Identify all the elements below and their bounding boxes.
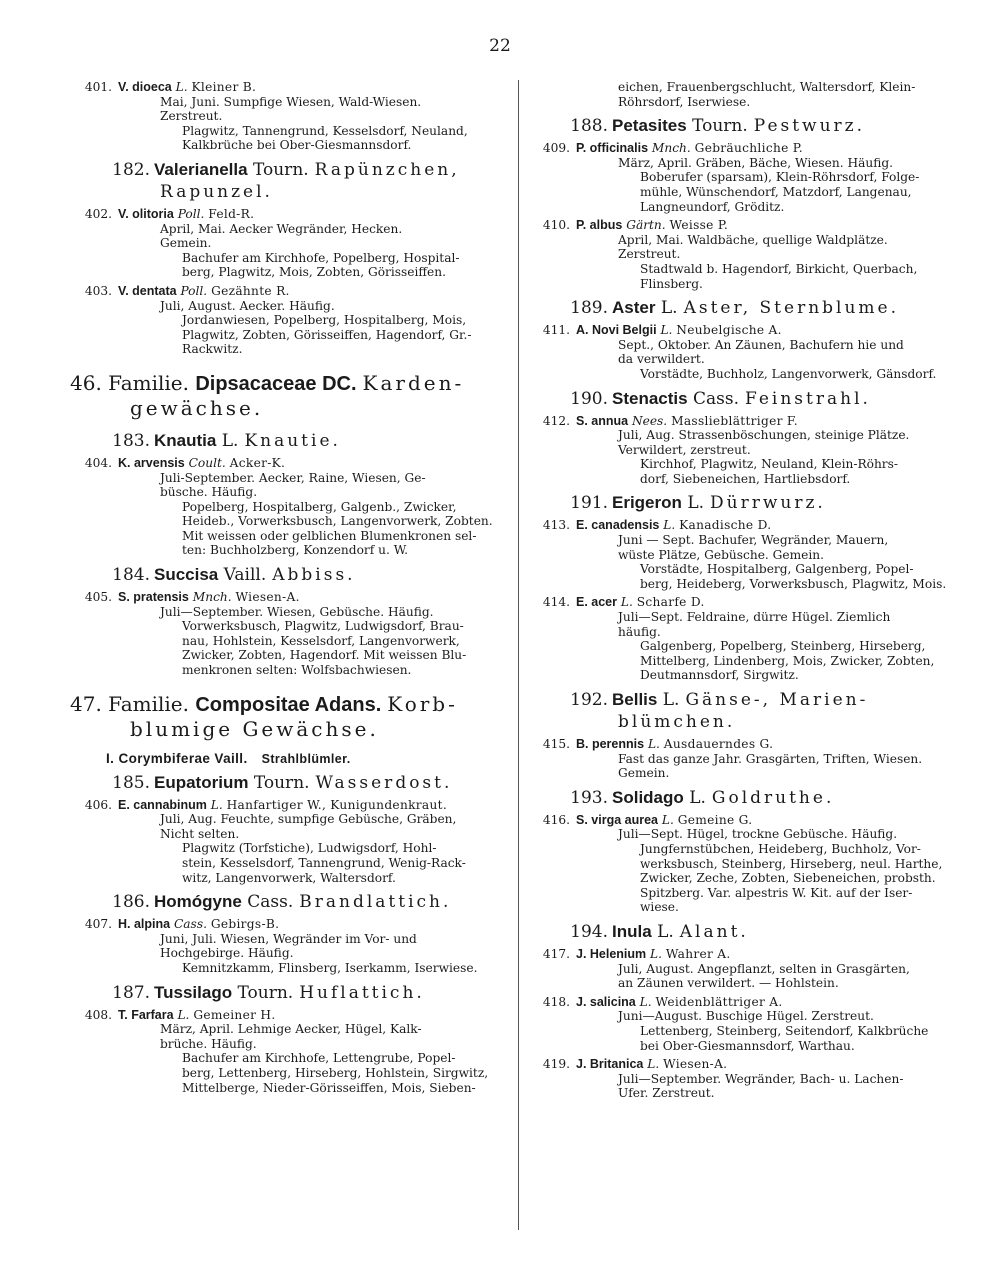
- species-entry: [70, 80, 512, 153]
- species-name: T. Farfara: [118, 1007, 174, 1022]
- genus-name: Petasites: [612, 116, 687, 136]
- genus-common-name-cont: blümchen.: [618, 712, 736, 732]
- species-authority: Mnch.: [651, 141, 691, 156]
- locality-line: Mittelberge, Nieder-Görisseiffen, Mois, Sieben-: [182, 1080, 476, 1095]
- genus-common-name: Feinstrahl.: [745, 388, 871, 409]
- genus-authority: Tourn.: [237, 982, 294, 1003]
- species-heading: [528, 813, 970, 828]
- genus-heading: [528, 787, 970, 809]
- locality-line: Boberufer (sparsam), Klein-Röhrsdorf, Folge-: [640, 170, 920, 185]
- species-heading: [528, 141, 970, 156]
- species-name: B. perennis: [576, 737, 645, 751]
- species-name: V. dioeca: [118, 80, 172, 94]
- species-heading: [528, 947, 970, 962]
- genus-heading: [70, 772, 512, 794]
- species-common-name: Wiesen-A.: [235, 590, 300, 605]
- genus-name: Aster: [612, 298, 656, 318]
- genus-name: Inula: [612, 921, 652, 941]
- species-heading: [70, 798, 512, 813]
- habitat-line: büsche. Häufig.: [160, 485, 258, 500]
- genus-heading: [70, 891, 512, 913]
- species-entry: [528, 218, 970, 291]
- species-authority: Poll.: [180, 283, 208, 298]
- species-authority: Mnch.: [192, 590, 232, 605]
- genus-number: 187.: [112, 982, 150, 1003]
- genus-common-name: Dürrwurz.: [710, 493, 826, 514]
- species-number: 402.: [84, 206, 112, 221]
- habitat-line: Juli—September. Wiesen, Gebüsche. Häufig.: [160, 604, 434, 619]
- family-common-name-cont: gewächse.: [130, 395, 264, 420]
- species-heading: [70, 917, 512, 932]
- habitat-line: Ufer. Zerstreut.: [618, 1086, 715, 1101]
- species-authority: Poll.: [177, 206, 205, 221]
- genus-heading: [70, 159, 512, 181]
- species-entry: [528, 737, 970, 781]
- habitat-line: Juli-September. Aecker, Raine, Wiesen, Ge-: [160, 470, 426, 485]
- species-number: 419.: [542, 1057, 570, 1072]
- species-entry: [70, 1008, 512, 1096]
- family-number: 46.: [70, 370, 102, 395]
- species-authority: Gärtn.: [626, 218, 666, 233]
- species-name: V. olitoria: [118, 206, 174, 221]
- locality-line: Galgenberg, Popelberg, Steinberg, Hirseberg,: [640, 639, 926, 654]
- species-name: J. Helenium: [576, 946, 647, 961]
- locality-line: Vorwerksbusch, Plagwitz, Ludwigsdorf, Brau-: [182, 619, 464, 634]
- species-number: 418.: [542, 994, 570, 1009]
- locality-line: Röhrsdorf, Iserwiese.: [618, 94, 751, 109]
- genus-number: 183.: [112, 430, 150, 451]
- genus-heading: [528, 115, 970, 137]
- subgroup-name: I. Corymbiferae Vaill.: [106, 750, 248, 766]
- family-common-name-cont: blumige Gewächse.: [130, 716, 379, 741]
- species-number: 407.: [84, 917, 112, 932]
- habitat-line: Hochgebirge. Häufig.: [160, 946, 294, 961]
- genus-common-name: Goldruthe.: [711, 787, 835, 808]
- habitat-line: Zerstreut.: [618, 247, 681, 262]
- species-heading: [70, 456, 512, 471]
- species-entry: [70, 798, 512, 886]
- locality-line: Plagwitz (Torfstiche), Ludwigsdorf, Hohl-: [182, 841, 437, 856]
- genus-name: Solidago: [612, 787, 684, 807]
- species-entry: [70, 590, 512, 678]
- habitat-line: Juni, Juli. Wiesen, Wegränder im Vor- und: [160, 931, 417, 946]
- species-common-name: Gebräuchliche P.: [694, 141, 803, 156]
- locality-line: berg, Heideberg, Vorwerksbusch, Plagwitz, Mois.: [640, 576, 947, 591]
- species-heading: [528, 518, 970, 533]
- genus-common-name: Aster, Sternblume.: [683, 298, 900, 319]
- locality-line: Kirchhof, Plagwitz, Neuland, Klein-Röhrs-: [640, 457, 899, 472]
- family-label: Familie.: [108, 691, 189, 716]
- species-number: 412.: [542, 413, 570, 428]
- species-heading: [528, 1057, 970, 1072]
- genus-number: 185.: [112, 772, 150, 793]
- subgroup-heading: [106, 751, 512, 766]
- locality-line: Flinsberg.: [640, 276, 703, 291]
- species-number: 403.: [84, 283, 112, 298]
- locality-line: Langneundorf, Gröditz.: [640, 199, 785, 214]
- genus-common-name: Brandlattich.: [299, 892, 452, 913]
- species-common-name: Acker-K.: [229, 455, 286, 470]
- family-heading: [70, 371, 512, 420]
- locality-line: stein, Kesselsdorf, Tannengrund, Wenig-Rack-: [182, 856, 466, 870]
- species-name: E. cannabinum: [118, 797, 207, 812]
- habitat-line: Juli—September. Wegränder, Bach- u. Lachen-: [618, 1071, 904, 1086]
- habitat-line: Juli, August. Aecker. Häufig.: [160, 298, 335, 313]
- locality-line: berg, Lettenberg, Hirseberg, Hohlstein, Sirgwitz,: [182, 1065, 489, 1080]
- genus-heading: [70, 430, 512, 452]
- genus-authority: L.: [687, 493, 705, 514]
- locality-line: mühle, Wünschendorf, Matzdorf, Langenau,: [640, 184, 912, 199]
- locality-line: wiese.: [640, 900, 679, 915]
- genus-common-name: Rapünzchen,: [314, 159, 460, 180]
- genus-authority: L.: [660, 298, 678, 319]
- species-authority: L.: [650, 946, 663, 961]
- species-common-name: Kanadische D.: [679, 518, 772, 533]
- continued-localities: [618, 80, 970, 109]
- species-number: 417.: [542, 946, 570, 961]
- habitat-line: Juli, Aug. Strassenböschungen, steinige Plätze.: [618, 428, 910, 443]
- locality-line: Plagwitz, Zobten, Görisseiffen, Hagendorf, Gr.-: [182, 327, 472, 342]
- genus-heading: [528, 921, 970, 943]
- genus-authority: L.: [689, 787, 706, 808]
- locality-line: Lettenberg, Steinberg, Seitendorf, Kalkbrüche: [640, 1023, 929, 1038]
- genus-heading: [528, 492, 970, 514]
- right-column: [528, 80, 970, 1105]
- species-common-name: Neubelgische A.: [676, 323, 782, 338]
- species-common-name: Gemeiner H.: [193, 1007, 276, 1022]
- locality-line: menkronen selten: Wolfsbachwiesen.: [182, 663, 412, 678]
- species-authority: L.: [663, 518, 676, 533]
- locality-line: Mittelberg, Lindenberg, Mois, Zwicker, Zobten,: [640, 653, 935, 668]
- genus-heading: [70, 982, 512, 1004]
- family-label: Familie.: [108, 370, 189, 395]
- genus-authority: Vaill.: [223, 565, 267, 586]
- locality-line: Vorstädte, Hospitalberg, Galgenberg, Popel-: [640, 562, 914, 577]
- species-number: 406.: [84, 797, 112, 812]
- species-entry: [528, 323, 970, 381]
- species-entry: [528, 518, 970, 591]
- species-name: P. officinalis: [576, 141, 649, 156]
- species-name: J. Britanica: [576, 1057, 644, 1072]
- habitat-line: März, April. Lehmige Aecker, Hügel, Kalk-: [160, 1022, 422, 1037]
- genus-authority: L.: [221, 430, 239, 451]
- locality-line: Bachufer am Kirchhofe, Popelberg, Hospital-: [182, 250, 460, 265]
- species-heading: [528, 218, 970, 233]
- genus-common-name: Knautie.: [244, 430, 341, 451]
- genus-number: 193.: [570, 787, 608, 808]
- habitat-line: Zerstreut.: [160, 109, 223, 124]
- species-entry: [528, 595, 970, 683]
- left-column: [70, 80, 512, 1099]
- species-entry: [528, 813, 970, 915]
- genus-heading: [528, 297, 970, 319]
- locality-line: Heideb., Vorwerksbusch, Langenvorwerk, Zobten.: [182, 514, 493, 529]
- locality-line: Jordanwiesen, Popelberg, Hospitalberg, Mois,: [182, 313, 467, 328]
- genus-heading: [70, 564, 512, 586]
- species-number: 409.: [542, 141, 570, 156]
- genus-common-name: Huflattich.: [299, 982, 425, 1003]
- species-authority: L.: [647, 1057, 660, 1072]
- locality-line: dorf, Siebeneichen, Hartliebsdorf.: [640, 471, 851, 486]
- species-number: 416.: [542, 812, 570, 827]
- locality-line: Vorstädte, Buchholz, Langenvorwerk, Gänsdorf.: [640, 366, 937, 381]
- habitat-line: Juli—Sept. Feldraine, dürre Hügel. Ziemlich: [618, 610, 891, 625]
- habitat-line: an Zäunen verwildert. — Hohlstein.: [618, 976, 839, 991]
- species-common-name: Ausdauerndes G.: [663, 737, 774, 751]
- genus-authority: Tourn.: [252, 159, 309, 180]
- habitat-line: Juli, Aug. Feuchte, sumpfige Gebüsche, Gräben,: [160, 812, 457, 827]
- species-common-name: Scharfe D.: [636, 595, 705, 610]
- family-name: Dipsacaceae DC.: [195, 372, 357, 395]
- species-common-name: Masslieblättriger F.: [671, 413, 798, 428]
- locality-line: werksbusch, Steinberg, Hirseberg, neul. Harthe,: [640, 856, 943, 871]
- species-authority: L.: [210, 797, 223, 812]
- habitat-line: Juni — Sept. Bachufer, Wegränder, Mauern,: [618, 533, 889, 548]
- locality-line: bei Ober-Giesmannsdorf, Warthau.: [640, 1038, 855, 1053]
- species-entry: [528, 947, 970, 991]
- genus-common-name: Gänse-, Marien-: [685, 690, 869, 710]
- genus-authority: L.: [657, 921, 674, 942]
- species-name: H. alpina: [118, 917, 171, 932]
- genus-name: Valerianella: [154, 159, 248, 179]
- genus-authority: Cass.: [247, 892, 294, 913]
- locality-line: witz, Langenvorwerk, Waltersdorf.: [182, 870, 396, 885]
- species-common-name: Weisse P.: [669, 218, 729, 233]
- habitat-line: Gemein.: [618, 766, 670, 781]
- genus-name: Succisa: [154, 565, 219, 585]
- species-common-name: Kleiner B.: [191, 80, 257, 94]
- genus-common-name: Pestwurz.: [753, 116, 866, 137]
- habitat-line: Fast das ganze Jahr. Grasgärten, Triften, Wiesen.: [618, 751, 923, 766]
- species-common-name: Hanfartiger W., Kunigundenkraut.: [226, 797, 447, 812]
- species-common-name: Feld-R.: [208, 206, 255, 221]
- locality-line: nau, Hohlstein, Kesselsdorf, Langenvorwerk,: [182, 633, 460, 648]
- species-number: 415.: [542, 737, 570, 751]
- species-name: P. albus: [576, 218, 623, 233]
- locality-line: berg, Plagwitz, Mois, Zobten, Görisseiffen.: [182, 265, 446, 280]
- genus-number: 194.: [570, 921, 608, 942]
- species-common-name: Weidenblättriger A.: [655, 994, 783, 1009]
- column-divider: [518, 80, 519, 1230]
- genus-number: 186.: [112, 892, 150, 913]
- species-authority: L.: [661, 812, 674, 827]
- species-heading: [528, 995, 970, 1010]
- locality-line: Stadtwald b. Hagendorf, Birkicht, Querbach,: [640, 261, 918, 276]
- family-common-name: Karden-: [362, 370, 465, 395]
- species-heading: [528, 737, 970, 752]
- locality-line: Zwicker, Zeche, Zobten, Siebeneichen, probsth.: [640, 871, 936, 886]
- species-heading: [70, 1008, 512, 1023]
- genus-heading: [528, 388, 970, 410]
- locality-line: Mit weissen oder gelblichen Blumenkronen sel-: [182, 528, 477, 543]
- species-authority: L.: [177, 1007, 190, 1022]
- species-authority: Nees.: [631, 413, 668, 428]
- locality-line: Zwicker, Zobten, Hagendorf. Mit weissen Blu-: [182, 648, 467, 663]
- species-common-name: Gemeine G.: [677, 812, 753, 827]
- species-entry: [70, 284, 512, 357]
- species-heading: [528, 323, 970, 338]
- habitat-line: Mai, Juni. Sumpfige Wiesen, Wald-Wiesen.: [160, 94, 422, 109]
- habitat-line: Nicht selten.: [160, 826, 240, 841]
- species-authority: Cass.: [173, 917, 207, 932]
- genus-name: Tussilago: [154, 982, 233, 1002]
- species-name: E. canadensis: [576, 518, 660, 533]
- species-name: V. dentata: [118, 283, 177, 298]
- species-heading: [70, 284, 512, 299]
- species-authority: L.: [620, 595, 633, 610]
- species-common-name: Wiesen-A.: [663, 1057, 728, 1072]
- habitat-line: häufig.: [618, 624, 661, 639]
- species-entry: [70, 207, 512, 280]
- locality-line: ten: Buchholzberg, Konzendorf u. W.: [182, 543, 408, 558]
- species-authority: L.: [647, 737, 660, 751]
- habitat-line: Sept., Oktober. An Zäunen, Bachufern hie und: [618, 337, 904, 352]
- genus-number: 189.: [570, 298, 608, 319]
- species-entry: [70, 917, 512, 975]
- species-name: S. pratensis: [118, 590, 189, 605]
- species-authority: L.: [639, 994, 652, 1009]
- habitat-line: März, April. Gräben, Bäche, Wiesen. Häufig.: [618, 155, 894, 170]
- genus-common-name: Alant.: [679, 921, 749, 942]
- genus-name: Homógyne: [154, 892, 242, 912]
- genus-number: 182.: [112, 159, 150, 180]
- family-common-name: Korb-: [387, 691, 458, 716]
- habitat-line: Juni—August. Buschige Hügel. Zerstreut.: [618, 1009, 874, 1024]
- species-entry: [70, 456, 512, 558]
- locality-line: Plagwitz, Tannengrund, Kesselsdorf, Neuland,: [182, 123, 468, 138]
- species-heading: [70, 590, 512, 605]
- genus-authority: Tourn.: [253, 772, 310, 793]
- habitat-line: Juli—Sept. Hügel, trockne Gebüsche. Häufig.: [618, 827, 898, 842]
- locality-line: Kemnitzkamm, Flinsberg, Iserkamm, Iserwiese.: [182, 960, 478, 975]
- genus-name: Eupatorium: [154, 772, 249, 792]
- species-name: S. annua: [576, 413, 629, 428]
- species-number: 404.: [84, 455, 112, 470]
- species-heading: [70, 207, 512, 222]
- species-common-name: Gezähnte R.: [211, 283, 290, 298]
- genus-name: Knautia: [154, 430, 217, 450]
- page-number: 22: [489, 36, 511, 56]
- genus-common-name-cont: Rapunzel.: [160, 181, 273, 202]
- habitat-line: brüche. Häufig.: [160, 1036, 257, 1051]
- subgroup-common-name: Strahlblümler.: [261, 751, 351, 766]
- species-name: S. virga aurea: [576, 812, 658, 827]
- genus-authority: L.: [662, 690, 680, 710]
- species-entry: [528, 141, 970, 214]
- species-common-name: Gebirgs-B.: [210, 917, 280, 932]
- family-name: Compositae Adans.: [195, 693, 382, 716]
- species-name: E. acer: [576, 595, 618, 610]
- genus-name: Stenactis: [612, 388, 688, 408]
- locality-line: Spitzberg. Var. alpestris W. Kit. auf der Iser-: [640, 885, 913, 900]
- species-number: 408.: [84, 1007, 112, 1022]
- habitat-line: da verwildert.: [618, 352, 705, 367]
- genus-name: Bellis: [612, 690, 658, 709]
- species-number: 411.: [542, 323, 570, 338]
- genus-heading: [528, 689, 970, 711]
- locality-line: Jungfernstübchen, Heideberg, Buchholz, Vor-: [640, 841, 921, 856]
- locality-line: Kalkbrüche bei Ober-Giesmannsdorf.: [182, 138, 412, 153]
- habitat-line: Juli, August. Angepflanzt, selten in Grasgärten,: [618, 961, 910, 976]
- species-authority: L.: [660, 323, 673, 338]
- genus-name: Erigeron: [612, 493, 682, 513]
- genus-authority: Tourn.: [692, 116, 748, 137]
- locality-line: Rackwitz.: [182, 342, 243, 357]
- locality-line: eichen, Frauenbergschlucht, Waltersdorf, Klein-: [618, 80, 916, 94]
- species-heading: [528, 595, 970, 610]
- habitat-line: Gemein.: [160, 236, 212, 251]
- species-entry: [528, 414, 970, 487]
- locality-line: Deutmannsdorf, Sirgwitz.: [640, 668, 799, 683]
- genus-common-name: Wasserdost.: [315, 772, 453, 793]
- species-heading: [528, 414, 970, 429]
- genus-number: 192.: [570, 690, 608, 710]
- species-number: 405.: [84, 590, 112, 605]
- species-heading: [70, 80, 512, 95]
- species-entry: [528, 1057, 970, 1101]
- habitat-line: April, Mai. Aecker Wegränder, Hecken.: [160, 221, 403, 236]
- family-heading: [70, 692, 512, 741]
- genus-number: 191.: [570, 493, 608, 514]
- genus-common-name: Abbiss.: [272, 565, 356, 586]
- species-number: 414.: [542, 595, 570, 610]
- genus-number: 188.: [570, 116, 608, 137]
- species-name: K. arvensis: [118, 455, 185, 470]
- locality-line: Popelberg, Hospitalberg, Galgenb., Zwicker,: [182, 499, 457, 514]
- habitat-line: wüste Plätze, Gebüsche. Gemein.: [618, 547, 824, 562]
- locality-line: Bachufer am Kirchhofe, Lettengrube, Popel-: [182, 1051, 456, 1066]
- species-authority: Coult.: [188, 455, 226, 470]
- species-common-name: Wahrer A.: [665, 946, 731, 961]
- habitat-line: Verwildert, zerstreut.: [618, 442, 751, 457]
- species-number: 413.: [542, 518, 570, 533]
- genus-number: 190.: [570, 388, 608, 409]
- species-number: 410.: [542, 218, 570, 233]
- genus-number: 184.: [112, 565, 150, 586]
- species-entry: [528, 995, 970, 1053]
- species-authority: L.: [175, 80, 188, 94]
- species-name: J. salicina: [576, 994, 636, 1009]
- family-number: 47.: [70, 691, 102, 716]
- species-name: A. Novi Belgii: [576, 323, 657, 338]
- genus-authority: Cass.: [693, 388, 739, 409]
- habitat-line: April, Mai. Waldbäche, quellige Waldplätze.: [618, 232, 888, 247]
- species-number: 401.: [84, 80, 112, 94]
